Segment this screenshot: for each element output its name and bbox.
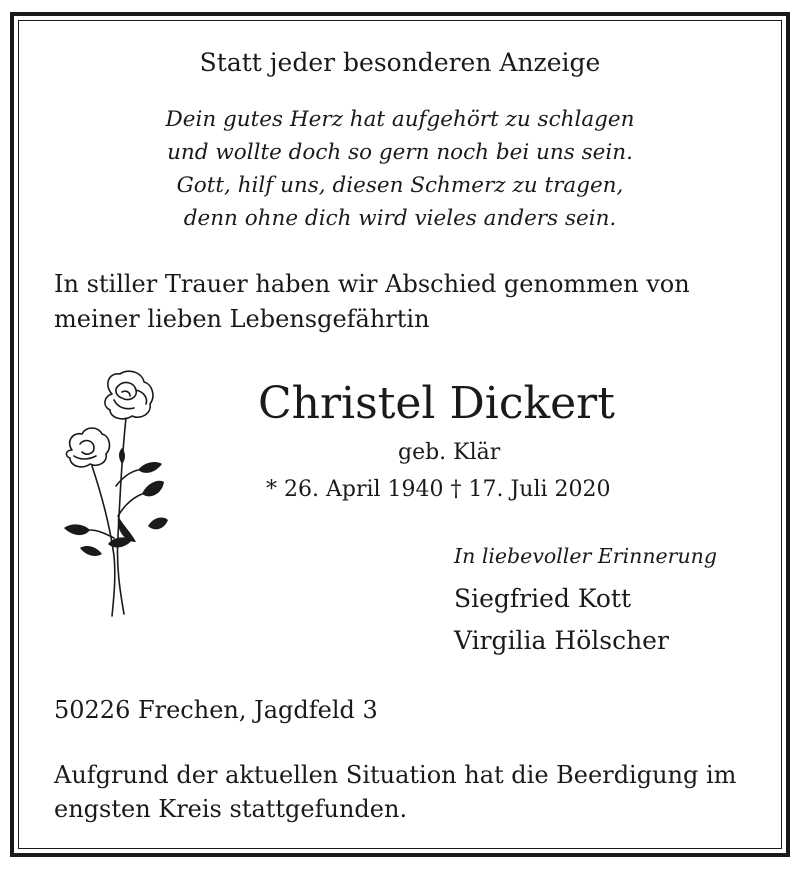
poem-line: Dein gutes Herz hat aufgehört zu schlagen	[165, 107, 635, 132]
maiden-name: geb. Klär	[398, 440, 501, 465]
poem-line: und wollte doch so gern noch bei uns sein.	[167, 140, 633, 165]
rose-icon	[52, 366, 172, 618]
life-dates: * 26. April 1940 † 17. Juli 2020	[266, 477, 611, 502]
poem-line: denn ohne dich wird vieles anders sein.	[183, 206, 617, 231]
memory-heading: In liebevoller Erinnerung	[454, 544, 717, 568]
note-line: engsten Kreis stattgefunden.	[54, 795, 408, 823]
mourner-name: Virgilia Hölscher	[454, 626, 669, 655]
notice-header: Statt jeder besonderen Anzeige	[199, 48, 601, 77]
deceased-name: Christel Dickert	[258, 378, 615, 429]
poem-line: Gott, hilf uns, diesen Schmerz zu tragen,	[176, 173, 624, 198]
mourner-name: Siegfried Kott	[454, 584, 632, 613]
note-line: Aufgrund der aktuellen Situation hat die Beerdigung im	[54, 761, 737, 789]
intro-line: In stiller Trauer haben wir Abschied genommen von	[54, 270, 690, 298]
intro-line: meiner lieben Lebensgefährtin	[54, 305, 430, 333]
address: 50226 Frechen, Jagdfeld 3	[54, 696, 378, 724]
